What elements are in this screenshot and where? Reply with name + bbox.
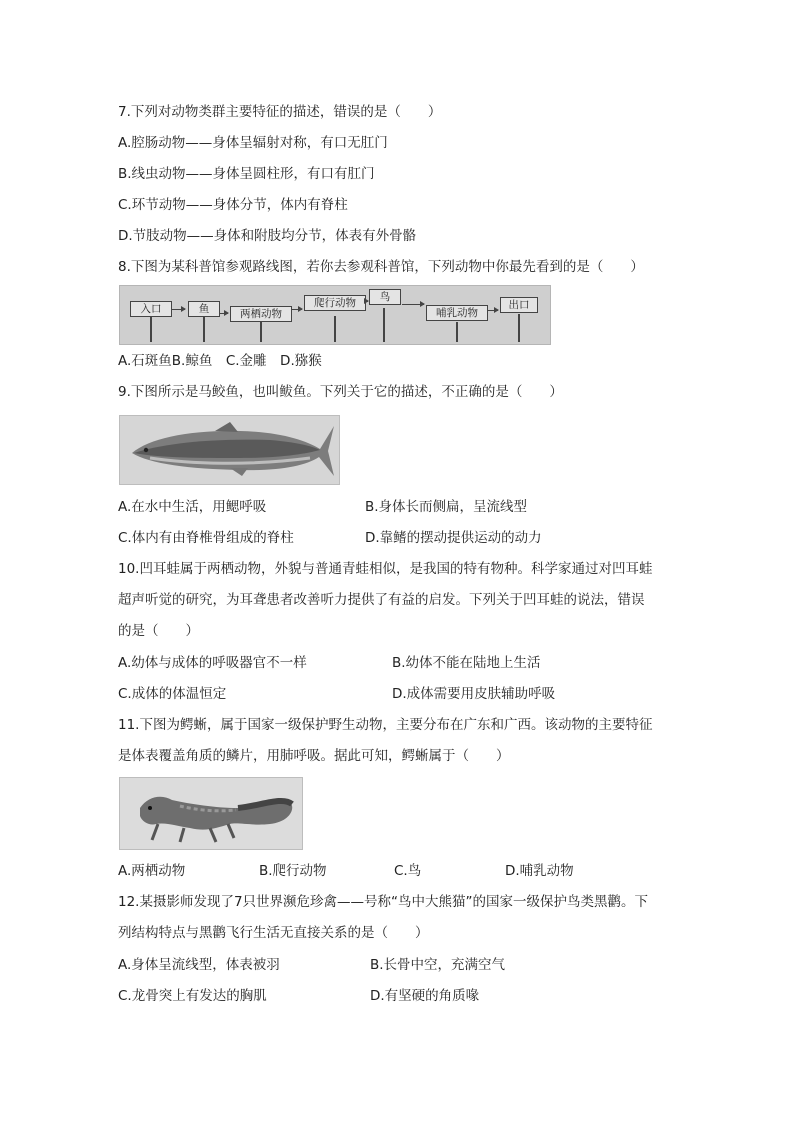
exit-sign: 出口 (500, 297, 538, 313)
q11-option-a: A.两栖动物 (118, 863, 186, 879)
q10-option-b: B.幼体不能在陆地上生活 (392, 655, 541, 671)
q12-option-b: B.长骨中空，充满空气 (370, 957, 506, 973)
q10-option-c: C.成体的体温恒定 (118, 686, 227, 702)
amphibian-sign: 两栖动物 (230, 306, 292, 322)
q7-option-b: B.线虫动物——身体呈圆柱形，有口有肛门 (118, 166, 375, 182)
sign-post (150, 316, 152, 342)
q12-option-a: A.身体呈流线型，体表被羽 (118, 957, 280, 973)
q11-option-c: C.鸟 (394, 863, 422, 879)
q10-stem-line3: 的是（ ） (118, 623, 199, 639)
q11-option-b: B.爬行动物 (259, 863, 327, 879)
q9-stem: 9.下图所示是马鲛鱼，也叫鲅鱼。下列关于它的描述，不正确的是（ ） (118, 384, 563, 400)
q9-option-b: B.身体长而侧扁，呈流线型 (365, 499, 528, 515)
bird-sign: 鸟 (369, 289, 401, 305)
q12-stem-line1: 12.某摄影师发现了7只世界濒危珍禽——号称“鸟中大熊猫”的国家一级保护鸟类黑鹳。下 (118, 894, 649, 910)
q7-option-d: D.节肢动物——身体和附肢均分节，体表有外骨骼 (118, 228, 417, 244)
museum-route-diagram (119, 285, 551, 345)
q9-option-a: A.在水中生活，用鳃呼吸 (118, 499, 267, 515)
q10-option-a: A.幼体与成体的呼吸器官不一样 (118, 655, 307, 671)
sign-post (383, 308, 385, 342)
entrance-sign: 入口 (130, 301, 172, 317)
q12-option-c: C.龙骨突上有发达的胸肌 (118, 988, 267, 1004)
q9-option-d: D.靠鳍的摆动提供运动的动力 (365, 530, 542, 546)
q11-option-d: D.哺乳动物 (505, 863, 574, 879)
q12-option-d: D.有坚硬的角质喙 (370, 988, 480, 1004)
q10-option-d: D.成体需要用皮肤辅助呼吸 (392, 686, 556, 702)
mackerel-photo (119, 415, 340, 485)
q7-option-a: A.腔肠动物——身体呈辐射对称，有口无肛门 (118, 135, 388, 151)
sign-post (518, 314, 520, 342)
q10-stem-line2: 超声听觉的研究，为耳聋患者改善听力提供了有益的启发。下列关于凹耳蛙的说法，错误 (118, 592, 645, 608)
crocodile-lizard-photo (119, 777, 303, 850)
fish-sign: 鱼 (188, 301, 220, 317)
sign-post (203, 316, 205, 342)
q10-stem-line1: 10.凹耳蛙属于两栖动物，外貌与普通青蛙相似，是我国的特有物种。科学家通过对凹耳蛙 (118, 561, 653, 577)
q7-stem: 7.下列对动物类群主要特征的描述，错误的是（ ） (118, 104, 442, 120)
q8-options: A.石斑鱼B.鲸鱼 C.金雕 D.猕猴 (118, 353, 322, 369)
sign-post (260, 322, 262, 342)
reptile-sign: 爬行动物 (304, 295, 366, 311)
sign-post (334, 316, 336, 342)
arrow-icon (172, 309, 185, 310)
q11-stem-line2: 是体表覆盖角质的鳞片，用肺呼吸。据此可知，鳄蜥属于（ ） (118, 748, 510, 764)
mammal-sign: 哺乳动物 (426, 305, 488, 321)
arrow-icon (220, 313, 228, 314)
arrow-icon (402, 304, 424, 305)
q11-stem-line1: 11.下图为鳄蜥，属于国家一级保护野生动物，主要分布在广东和广西。该动物的主要特征 (118, 717, 653, 733)
q8-stem: 8.下图为某科普馆参观路线图，若你去参观科普馆，下列动物中你最先看到的是（ ） (118, 259, 644, 275)
q12-stem-line2: 列结构特点与黑鹳飞行生活无直接关系的是（ ） (118, 925, 429, 941)
arrow-icon (366, 301, 368, 302)
arrow-icon (488, 310, 498, 311)
mackerel-fish-icon (120, 416, 339, 484)
sign-post (456, 322, 458, 342)
crocodile-lizard-icon (120, 778, 302, 849)
arrow-icon (292, 309, 302, 310)
q9-option-c: C.体内有由脊椎骨组成的脊柱 (118, 530, 294, 546)
q7-option-c: C.环节动物——身体分节，体内有脊柱 (118, 197, 348, 213)
